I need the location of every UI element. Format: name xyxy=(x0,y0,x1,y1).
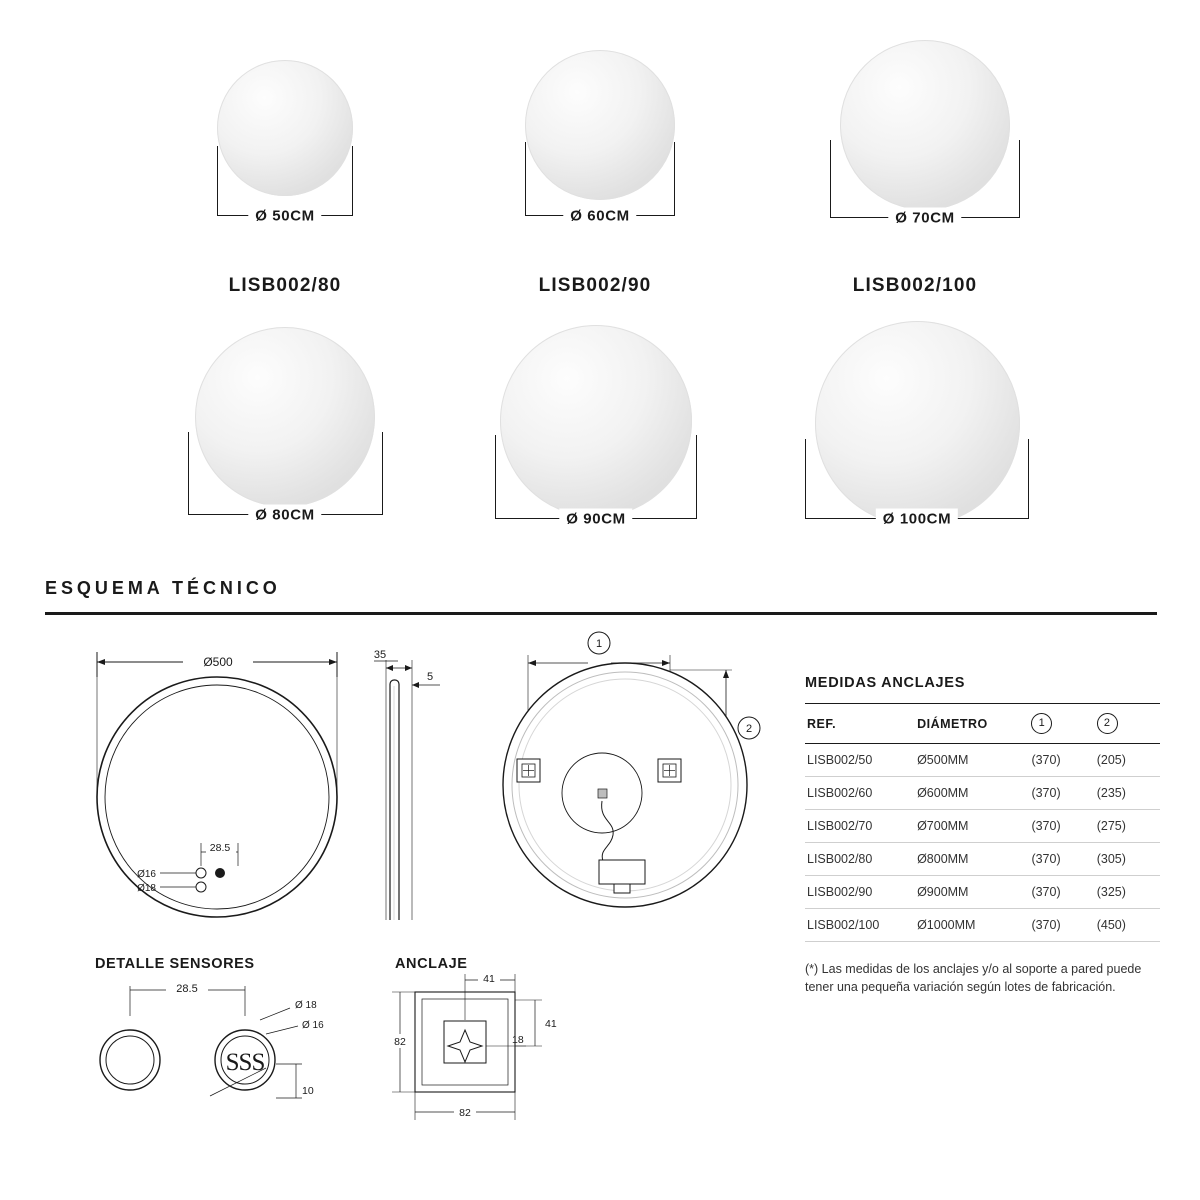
front-view-drawing xyxy=(60,630,420,930)
cell-diameter: Ø700MM xyxy=(915,810,1029,843)
anchors-table-note: (*) Las medidas de los anclajes y/o al soporte a pared puede tener una pequeña variación según lotes de fabricación. xyxy=(805,962,1142,995)
cell-diameter: Ø500MM xyxy=(915,744,1029,777)
cell-measure-1: (370) xyxy=(1029,744,1094,777)
cell-measure-1: (370) xyxy=(1029,876,1094,909)
mirror-item-60 xyxy=(465,22,735,230)
sensors-detail-drawing xyxy=(90,978,390,1128)
svg-text:41: 41 xyxy=(545,1018,557,1030)
mirror-dimension-label: Ø 70CM xyxy=(888,208,961,229)
back-view-drawing xyxy=(495,625,795,925)
cell-measure-2: (235) xyxy=(1095,777,1160,810)
cell-diameter: Ø900MM xyxy=(915,876,1029,909)
mirror-item-100 xyxy=(755,275,1075,547)
svg-text:28.5: 28.5 xyxy=(209,842,231,854)
svg-text:1: 1 xyxy=(595,638,603,650)
svg-text:SSS: SSS xyxy=(225,1049,265,1076)
svg-text:Ø 18: Ø 18 xyxy=(295,1000,317,1011)
cell-measure-1: (370) xyxy=(1029,777,1094,810)
table-row xyxy=(805,810,1160,843)
mirror-dimension-label: Ø 60CM xyxy=(563,206,636,227)
cell-diameter: Ø800MM xyxy=(915,843,1029,876)
cell-ref: LISB002/60 xyxy=(805,777,915,810)
dimension-bracket xyxy=(188,432,383,515)
cell-diameter: Ø600MM xyxy=(915,777,1029,810)
mirror-title: LISB002/100 xyxy=(852,275,978,296)
svg-text:Ø 16: Ø 16 xyxy=(302,1020,324,1031)
cell-measure-2: (305) xyxy=(1095,843,1160,876)
cell-measure-2: (325) xyxy=(1095,876,1160,909)
mirror-title: LISB002/90 xyxy=(538,275,652,296)
table-header-row xyxy=(805,704,1160,744)
table-row xyxy=(805,777,1160,810)
section-heading: ESQUEMA TÉCNICO xyxy=(45,578,281,598)
svg-text:82: 82 xyxy=(459,1107,471,1119)
mirror-item-70 xyxy=(780,12,1070,230)
svg-text:Ø18: Ø18 xyxy=(137,883,156,894)
svg-text:18: 18 xyxy=(512,1034,524,1046)
cell-ref: LISB002/100 xyxy=(805,909,915,942)
dimension-bracket xyxy=(495,435,697,519)
circle-number-1-icon: 1 xyxy=(1031,713,1052,734)
anchors-table-title: MEDIDAS ANCLAJES xyxy=(805,675,966,691)
cell-measure-1: (370) xyxy=(1029,810,1094,843)
cell-ref: LISB002/70 xyxy=(805,810,915,843)
cell-measure-2: (450) xyxy=(1095,909,1160,942)
svg-text:10: 10 xyxy=(302,1085,314,1097)
header-diameter: DIÁMETRO xyxy=(915,704,1029,744)
header-ref: REF. xyxy=(805,704,915,744)
cell-measure-1: (370) xyxy=(1029,843,1094,876)
svg-text:41: 41 xyxy=(483,973,495,985)
cell-ref: LISB002/50 xyxy=(805,744,915,777)
table-row xyxy=(805,744,1160,777)
cell-measure-2: (275) xyxy=(1095,810,1160,843)
cell-measure-1: (370) xyxy=(1029,909,1094,942)
side-view-drawing xyxy=(368,630,478,920)
svg-text:28.5: 28.5 xyxy=(176,983,198,995)
mirror-item-90 xyxy=(445,275,745,547)
svg-text:2: 2 xyxy=(745,723,753,735)
cell-measure-2: (205) xyxy=(1095,744,1160,777)
svg-text:Ø16: Ø16 xyxy=(137,869,156,880)
svg-text:82: 82 xyxy=(394,1036,406,1048)
cell-diameter: Ø1000MM xyxy=(915,909,1029,942)
section-divider xyxy=(45,612,1157,615)
table-row xyxy=(805,876,1160,909)
anchor-detail-heading: ANCLAJE xyxy=(395,956,468,972)
anchors-table xyxy=(805,703,1160,942)
dimension-bracket xyxy=(805,439,1029,519)
cell-ref: LISB002/80 xyxy=(805,843,915,876)
dimension-bracket xyxy=(830,140,1020,218)
cell-ref: LISB002/90 xyxy=(805,876,915,909)
mirror-dimension-label: Ø 50CM xyxy=(248,206,321,227)
header-measure-2 xyxy=(1095,704,1160,744)
mirror-item-50 xyxy=(150,30,420,230)
anchor-detail-drawing xyxy=(390,972,610,1132)
mirror-title: LISB002/80 xyxy=(228,275,342,296)
anchors-table-section xyxy=(805,675,1160,996)
circle-number-2-icon: 2 xyxy=(1097,713,1118,734)
mirror-dimension-label: Ø 90CM xyxy=(559,509,632,530)
sensors-detail-heading: DETALLE SENSORES xyxy=(95,956,255,972)
svg-text:5: 5 xyxy=(426,671,434,683)
table-row xyxy=(805,843,1160,876)
header-measure-1 xyxy=(1029,704,1094,744)
svg-text:35: 35 xyxy=(373,649,387,661)
table-row xyxy=(805,909,1160,942)
svg-text:Ø500: Ø500 xyxy=(203,655,233,669)
mirror-item-80 xyxy=(140,275,430,545)
mirror-dimension-label: Ø 80CM xyxy=(248,505,321,526)
mirror-dimension-label: Ø 100CM xyxy=(876,509,958,530)
